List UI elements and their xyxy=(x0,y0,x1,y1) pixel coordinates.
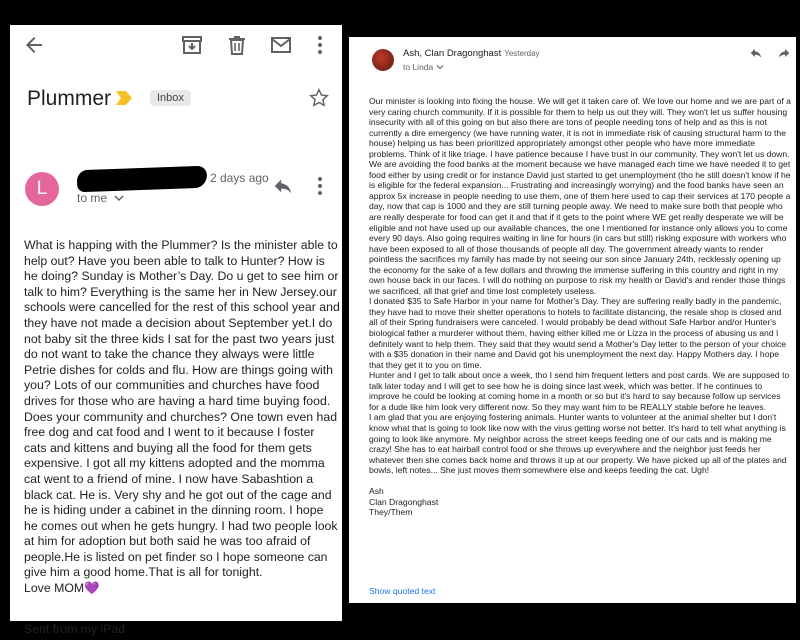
back-arrow-icon[interactable] xyxy=(22,33,46,57)
recipient-line[interactable] xyxy=(77,191,124,205)
mark-unread-icon[interactable] xyxy=(269,33,293,57)
recipient-text: to Linda xyxy=(403,62,434,72)
email-date: 2 days ago xyxy=(210,171,269,185)
toolbar xyxy=(10,25,342,65)
chevron-down-icon[interactable] xyxy=(114,191,124,205)
message-more-icon[interactable] xyxy=(312,175,328,197)
sender-name: Ash, Clan Dragonghast xyxy=(403,48,502,59)
email-view-left xyxy=(10,25,342,636)
delete-icon[interactable] xyxy=(225,33,249,57)
sender-avatar-photo xyxy=(372,49,394,71)
star-icon[interactable] xyxy=(308,87,330,109)
inbox-label[interactable]: Inbox xyxy=(150,90,191,106)
email-view-right xyxy=(349,37,796,603)
redacted-sender-name xyxy=(77,166,208,193)
email-body-text: What is happing with the Plummer? Is the minister able to help out? Have you been able to talk to Hunter? How is he doing? Sunday is Mother’s Day. Do u get to see him or talk to him? Everything is the same her in New Jersey.our schools were cancelled for the rest of this school year and they have not made a decision about September yet.I do not baby sit the three kids I sat for the past two years just do not want to take the chance they always were little Petrie dishes for colds and flu. How are things going with you? Lots of our communities and churches have food drives for those who are having a hard time buying food. Does your community and churches? One town even had free dog and cat food and I went to it because I foster cats and kittens and buying all the food for them gets expensive. I got all my kittens adopted and the momma cat went to a friend of mine. I now have Sabashtion a black cat. He is. Very shy and he got out of the cage and he is hiding under a cabinet in the dinning room. I hope he comes out when he gets hungry. I had two people look at him for adoption but both said he was too afraid of people.He is listed on pet finder so I hope someone can give him a good home.That is all for tonight. Love MOM xyxy=(24,238,340,596)
recipient-line[interactable] xyxy=(403,62,444,72)
reply-icon[interactable] xyxy=(272,175,294,197)
email-signature: Sent from my iPad xyxy=(24,622,126,636)
recipient-text: to me xyxy=(77,191,108,205)
show-quoted-text-link[interactable]: Show quoted text xyxy=(369,586,436,596)
forward-icon[interactable] xyxy=(777,46,789,60)
chevron-down-icon[interactable] xyxy=(436,64,444,70)
more-vert-icon[interactable] xyxy=(308,33,332,57)
archive-icon[interactable] xyxy=(180,33,204,57)
sender-avatar: L xyxy=(25,172,59,206)
sender-line xyxy=(403,48,540,59)
email-body: Our minister is looking into fixing the house. We will get it taken care of. We love our home and we are part of a very caring church community. If it is possible for them to help us out they will. They won't let us suffer housing insecurity with all of this going on but also there are tons of people needing tons of help and as this is not currently a dire emergency (we have running water, it is not in immediate risk of causing structural harm to the house) helping us has been prioritized appropriately amongst other people who have more immediate problems. Think of it like triage. I have patience because I have trust in our community. They won't let us down. We are avoiding the food banks at the moment because we have managed each time we have needed it to get food either by using credit or for instance David just started to get unemployment (tho he still doesn't know if he is eligible for the federal expansion... Frustrating and increasingly worrying) and the food banks have seen an approx 5x increase in people needing to use them, one of them here used to cap their services at 170 people a day, now that cap is 1000 and they are still turning people away. We need to make sure both that people who are really desperate for food can get it and that if it gets to the point where WE get really desperate we will be eligible and not have used up our available chances, the one I mentioned for instance only allows you to come every 90 days. Also going requires waiting in line for hours (in cars but still) risking exposure with workers who have been exposed to all of those thousands of people all day. The government already wants to render pointless the sacrifices my family has made by not seeing our son since January 24th, recklessly opening up the economy for the sake of a few dollars and throwing the immense suffering in this country and right in my own house back in our faces. I will do nothing on purpose to risk my health or David's and render those things we sacrificed, all that grief and time lost completely useless. I donated $35 to Safe Harbor in your name for Mother's Day. They are suffering really badly in the pandemic, they have had to move their shelter operations to hotels to facilitate distancing, the resale shop is closed and all of their Spring fundraisers were canceled. I would probably be dead without Safe Harbor and/or Hunter's biological father a murderer without them, having either killed me or Lizza in the process of abusing us and I definitely want to help them. They said that they would send a Mother's Day letter to the person of your choice with a $35 donation in their name and David got his unemployment the next day. Happy Mothers day. I hope that they get it to you on time. Hunter and I get to talk about once a week, tho I send him frequent letters and post cards. We are supposed to talk later today and I will get to see how he is doing since last week, which was better. If he continues to improve he could be looking at coming home in a month or so but it's hard to say because follow up services for a dude like him look very different now. So they may want him to be REALLY stable before he leaves. I am glad that you are enjoying fostering animals. Hunter wants to volunteer at the animal shelter but I don't know what that is going to look like now with the virus getting worse not better. It's hard to tell what anything is going to look like anymore. My neighbor across the street keeps feeding one of our cats and is making me crazy! She has to eat hairball control food or she throws up everywhere and the neighbor just feeds her whatever then she comes back home and throws it up at our property. We have picked up all of the plates and bowls, left notes... She just moves them somewhere else and keeps feeding the cat. Ugh! Ash Clan Dragonghast They/Them xyxy=(369,96,791,518)
email-date: Yesterday xyxy=(504,49,540,58)
reply-icon[interactable] xyxy=(748,46,764,60)
email-body xyxy=(24,238,340,597)
purple-heart-icon: 💜 xyxy=(84,581,100,596)
email-subject: Plummer xyxy=(27,87,112,110)
